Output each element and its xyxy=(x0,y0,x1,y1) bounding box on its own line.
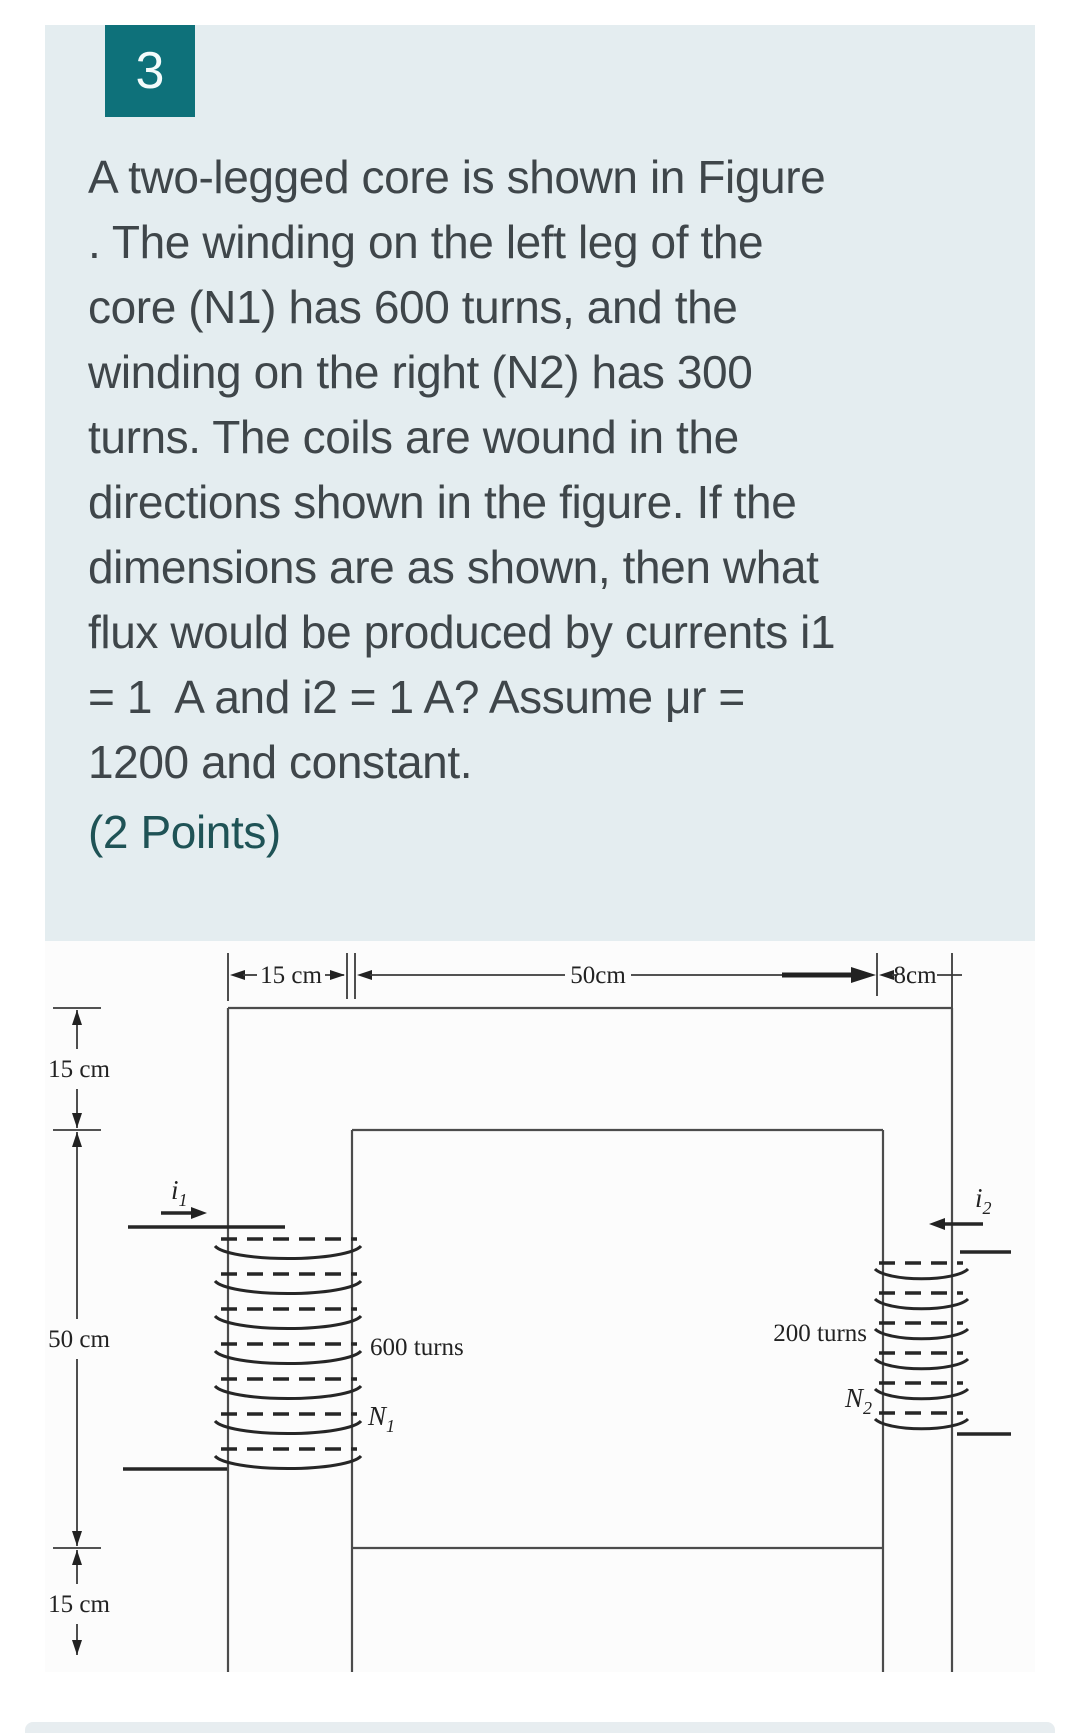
left-coil xyxy=(123,1175,464,1469)
dim-label-left-50cm: 50 cm xyxy=(48,1326,110,1353)
current-i1-label: $i_1$ xyxy=(171,1175,188,1210)
dim-label-left-15cm-bottom: 15 cm xyxy=(48,1591,110,1618)
left-coil-turns-label: 600 turns xyxy=(370,1334,464,1361)
question-text xyxy=(88,145,1018,865)
question-line: . The winding on the left leg of the xyxy=(88,216,764,268)
question-line: directions shown in the figure. If the xyxy=(88,476,797,528)
left-dimension xyxy=(48,1008,110,1655)
dim-label-top-50cm: 50cm xyxy=(570,962,626,989)
top-dimension xyxy=(228,953,962,1008)
question-line: winding on the right (N2) has 300 xyxy=(88,346,753,398)
core-diagram xyxy=(45,941,1035,1672)
next-card-edge xyxy=(25,1722,1055,1733)
left-coil-name-label: $N_1$ xyxy=(368,1401,396,1436)
question-line: A two-legged core is shown in Figure xyxy=(88,151,826,203)
dim-label-top-15cm: 15 cm xyxy=(260,962,322,989)
question-line: turns. The coils are wound in the xyxy=(88,411,739,463)
question-points: (2 Points) xyxy=(88,806,281,858)
question-line: dimensions are as shown, then what xyxy=(88,541,819,593)
right-coil-turns-label: 200 turns xyxy=(773,1320,867,1347)
dim-label-left-15cm-top: 15 cm xyxy=(48,1056,110,1083)
figure-panel xyxy=(45,941,1035,1672)
question-line: core (N1) has 600 turns, and the xyxy=(88,281,738,333)
question-line: = 1 A and i2 = 1 A? Assume μr = xyxy=(88,671,745,723)
question-number-badge xyxy=(105,25,195,117)
current-i2-label: $i_2$ xyxy=(975,1183,992,1218)
question-line: 1200 and constant. xyxy=(88,736,473,788)
question-number: 3 xyxy=(135,42,165,100)
dim-label-top-8cm: 8cm xyxy=(893,962,937,989)
right-coil xyxy=(773,1183,1011,1434)
question-card xyxy=(45,25,1035,1672)
right-coil-name-label: $N_2$ xyxy=(845,1383,873,1418)
question-line: flux would be produced by currents i1 xyxy=(88,606,836,658)
